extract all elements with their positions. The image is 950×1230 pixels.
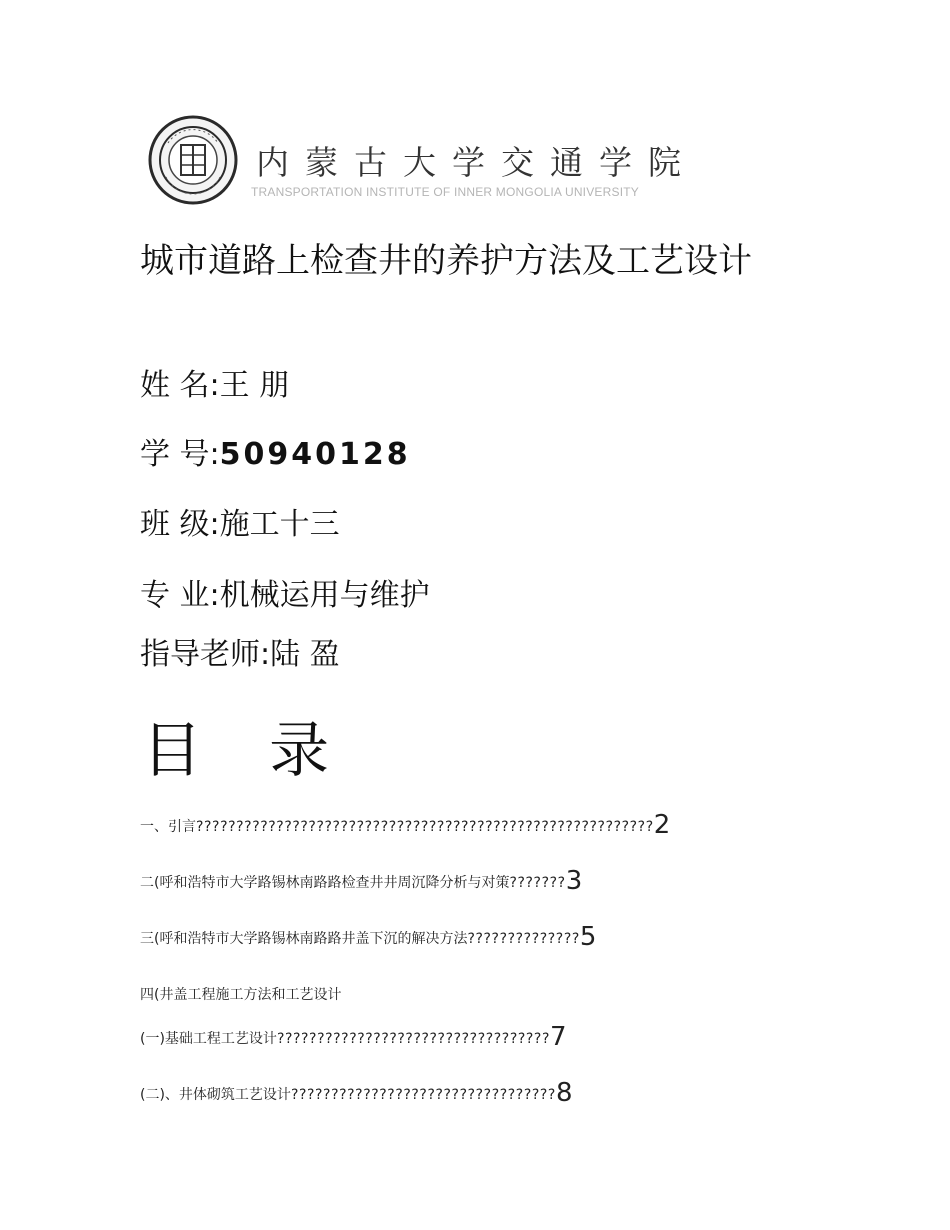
name-label: 姓 名: xyxy=(140,368,220,403)
advisor-field xyxy=(140,635,340,675)
toc-entry-page: 7 xyxy=(549,1022,567,1052)
toc-entry[interactable] xyxy=(140,866,582,896)
advisor-label: 指导老师: xyxy=(140,637,271,672)
name-value: 王 朋 xyxy=(219,368,290,403)
institute-logo xyxy=(148,115,718,205)
student-id-label: 学 号: xyxy=(140,437,220,472)
toc-entry-text: 二(呼和浩特市大学路锡林南路路检查井井周沉降分析与对策 xyxy=(140,875,510,891)
toc-entry-page: 3 xyxy=(565,866,583,896)
student-id-value: 50940128 xyxy=(219,437,411,472)
toc-entry[interactable] xyxy=(140,810,670,840)
toc-entry[interactable] xyxy=(140,978,341,1008)
toc-entry-page: 5 xyxy=(579,922,597,952)
toc-entry-text: (二)、井体砌筑工艺设计 xyxy=(140,1087,291,1103)
student-id-field xyxy=(140,435,411,475)
class-label: 班 级: xyxy=(140,507,220,542)
major-label: 专 业: xyxy=(140,578,220,613)
toc-entry-leader: ????????????????????????????????? xyxy=(290,1087,556,1103)
class-value: 施工十三 xyxy=(219,507,340,542)
toc-entry-text: 四(井盖工程施工方法和工艺设计 xyxy=(140,987,342,1003)
toc-entry-leader: ??????? xyxy=(509,875,566,891)
toc-entry-leader: ?????????????????????????????????? xyxy=(276,1031,550,1047)
advisor-value: 陆 盈 xyxy=(270,637,340,672)
major-value: 机械运用与维护 xyxy=(219,578,430,613)
toc-entry-leader: ?????????????? xyxy=(467,931,580,947)
name-field xyxy=(140,366,289,406)
thesis-title: 城市道路上检查井的养护方法及工艺设计 xyxy=(140,241,752,281)
university-seal-icon xyxy=(148,115,238,205)
toc-entry-leader: ????????????????????????????????????????????????????????? xyxy=(196,819,654,835)
institute-english-name: TRANSPORTATION INSTITUTE OF INNER MONGOLIA UNIVERSITY xyxy=(251,185,639,199)
toc-entry[interactable] xyxy=(140,1078,573,1108)
toc-entry[interactable] xyxy=(140,1022,567,1052)
major-field xyxy=(140,576,430,616)
class-field xyxy=(140,505,340,545)
toc-entry-page: 2 xyxy=(653,810,671,840)
institute-chinese-name: 内蒙古大学交通学院 xyxy=(256,143,697,182)
toc-entry-text: (一)基础工程工艺设计 xyxy=(140,1031,277,1047)
toc-entry-text: 三(呼和浩特市大学路锡林南路路井盖下沉的解决方法 xyxy=(140,931,468,947)
toc-heading: 目 录 xyxy=(142,716,354,786)
toc-entry[interactable] xyxy=(140,922,596,952)
toc-entry-page: 8 xyxy=(555,1078,573,1108)
toc-entry-text: 一、引言 xyxy=(140,819,196,835)
